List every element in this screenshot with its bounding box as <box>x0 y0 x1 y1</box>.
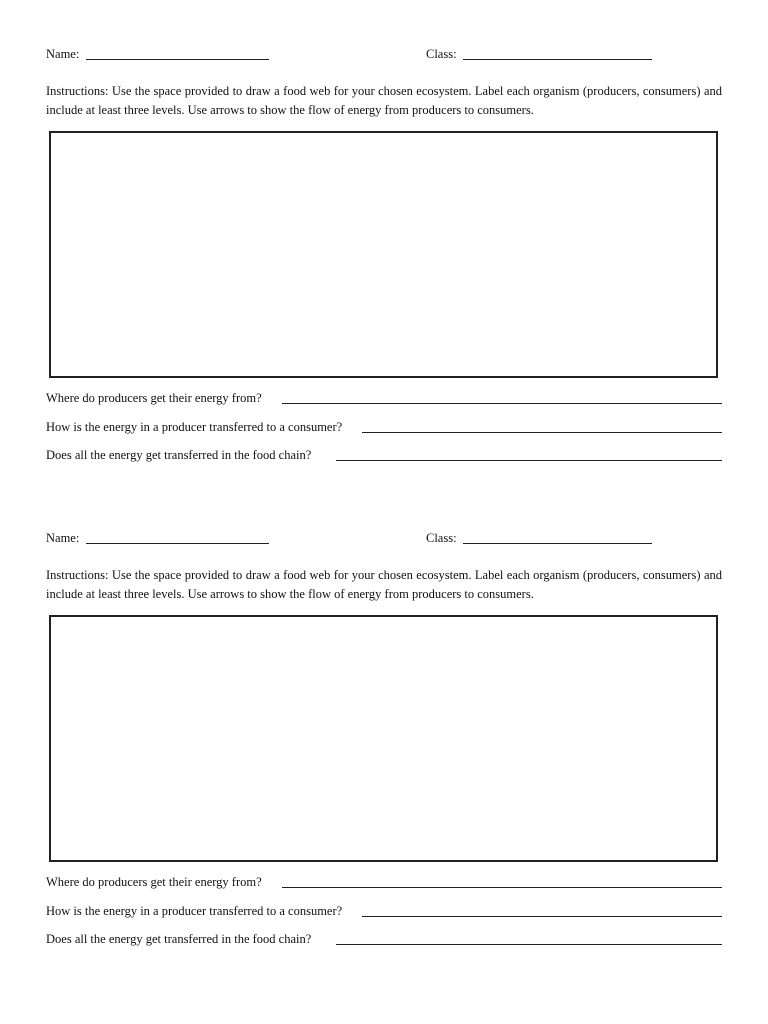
name-label: Name: <box>46 531 80 545</box>
answer-field[interactable] <box>336 460 722 461</box>
question-row <box>46 903 722 932</box>
worksheet-top <box>46 44 722 476</box>
questions-list <box>46 874 722 960</box>
instructions-text: Instructions: Use the space provided to draw a food web for your chosen ecosystem. Label each organism (producers, consumers) and include at least three levels. Use arrows to show the flow of energy from producers to consumers. <box>46 84 722 117</box>
question-row <box>46 390 722 419</box>
question-label: Does all the energy get transferred in the food chain? <box>46 448 312 462</box>
class-label: Class: <box>426 47 457 61</box>
questions-list <box>46 390 722 476</box>
question-label: Where do producers get their energy from? <box>46 875 262 889</box>
instructions-text: Instructions: Use the space provided to draw a food web for your chosen ecosystem. Label each organism (producers, consumers) and include at least three levels. Use arrows to show the flow of energy from producers to consumers. <box>46 568 722 601</box>
answer-field[interactable] <box>282 887 722 888</box>
name-label: Name: <box>46 47 80 61</box>
name-field[interactable] <box>86 543 269 544</box>
answer-field[interactable] <box>362 432 722 433</box>
food-web-drawing-box[interactable] <box>49 615 718 862</box>
class-field[interactable] <box>463 59 652 60</box>
question-label: How is the energy in a producer transferred to a consumer? <box>46 903 343 918</box>
question-row <box>46 419 722 448</box>
question-row <box>46 447 722 476</box>
question-label: How is the energy in a producer transferred to a consumer? <box>46 419 343 434</box>
header-row <box>46 528 722 548</box>
name-field[interactable] <box>86 59 269 60</box>
question-row <box>46 931 722 960</box>
answer-field[interactable] <box>282 403 722 404</box>
food-web-drawing-box[interactable] <box>49 131 718 378</box>
question-row <box>46 874 722 903</box>
answer-field[interactable] <box>362 916 722 917</box>
worksheet-bottom <box>46 528 722 960</box>
question-label: Where do producers get their energy from? <box>46 391 262 405</box>
answer-field[interactable] <box>336 944 722 945</box>
question-label: Does all the energy get transferred in the food chain? <box>46 932 312 946</box>
class-field[interactable] <box>463 543 652 544</box>
class-label: Class: <box>426 531 457 545</box>
header-row <box>46 44 722 64</box>
